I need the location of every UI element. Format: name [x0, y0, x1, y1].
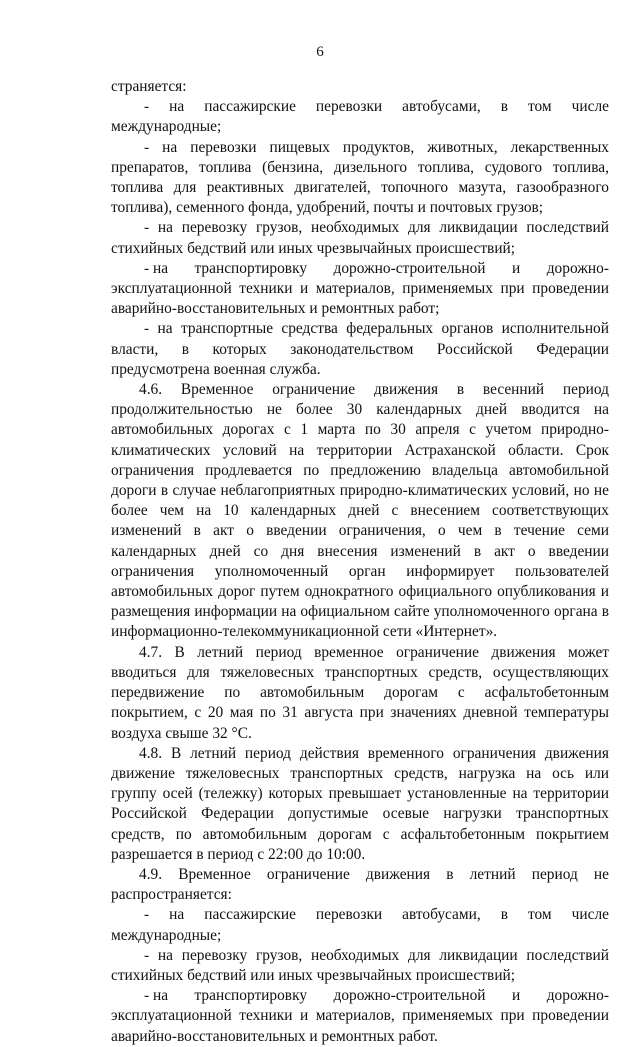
paragraph: 4.7. В летний период временное ограничение движения может вводиться для тяжеловесных транспортных средств, осуществляющих передвижение по автомобильным дорогам с асфальтобетонным покрытием, с 20 мая по 31 августа при значениях дневной температуры воздуха свыше 32 °С. — [111, 643, 609, 742]
word: дорожно-строительной — [333, 987, 486, 1005]
list-item: - на транспортные средства федеральных органов исполнительной власти, в которых законодательством Российской Федерации предусмотрена военная служба. — [111, 320, 609, 378]
list-item: - на перевозку грузов, необходимых для ликвидации последствий стихийных бедствий или иных чрезвычайных происшествий; — [111, 946, 609, 984]
word: дорожно-строительной — [333, 259, 486, 277]
paragraph-line — [111, 259, 609, 279]
paragraph: эксплуатационной техники и материалов, применяемых при проведении аварийно-восстановительных и ремонтных работ; — [111, 280, 609, 318]
paragraph: 4.9. Временное ограничение движения в летний период не распространяется: — [111, 865, 609, 904]
word: транспортировку — [194, 987, 308, 1005]
document-body — [111, 77, 609, 1047]
word: - на — [144, 259, 169, 277]
word: дорожно- — [546, 987, 609, 1005]
paragraph: 4.6. Временное ограничение движения в весенний период продолжительностью не более 30 календарных дней вводится на автомобильных дорогах с 1 марта по 30 апреля с учетом природно-климатических условий на территории Астраханской области. Срок ограничения продлевается по предложению владельца автомобильной дороги в случае неблагоприятных природно-климатических условий, но не более чем на 10 календарных дней с внесением соответствующих изменений в акт о введении ограничения, о чем в течение семи календарных дней со дня внесения изменений в акт о введении ограничения уполномоченный орган информирует пользователей автомобильных дорог путем однократного официального опубликования и размещения информации на официальном сайте уполномоченного органа в информационно-телекоммуникационной сети «Интернет». — [111, 381, 609, 641]
list-item: - на пассажирские перевозки автобусами, в том числе международные; — [111, 906, 609, 944]
paragraph-line — [111, 986, 609, 1006]
page-number: 6 — [316, 44, 324, 60]
list-item: - на пассажирские перевозки автобусами, в том числе международные; — [111, 98, 609, 136]
paragraph: 4.8. В летний период действия временного ограничения движения движение тяжеловесных транспортных средств, нагрузка на ось или группу осей (тележку) которых превышает установленные на территории Российской Федерации допустимые осевые нагрузки транспортных средств, по автомобильным дорогам с асфальтобетонным покрытием разрешается в период с 22:00 до 10:00. — [111, 744, 609, 863]
list-item: - на перевозки пищевых продуктов, животных, лекарственных препаратов, топлива (бензина, дизельного топлива, судового топлива, топлива для реактивных двигателей, топочного мазута, газообразного топлива), семенного фонда, удобрений, почты и почтовых грузов; — [111, 138, 609, 217]
list-item: - на перевозку грузов, необходимых для ликвидации последствий стихийных бедствий или иных чрезвычайных происшествий; — [111, 219, 609, 257]
paragraph: эксплуатационной техники и материалов, применяемых при проведении аварийно-восстановительных и ремонтных работ. — [111, 1007, 609, 1045]
word: и — [512, 259, 521, 277]
word: дорожно- — [546, 259, 609, 277]
paragraph: страняется: — [111, 78, 187, 95]
word: и — [512, 987, 521, 1005]
word: транспортировку — [194, 259, 308, 277]
word: - на — [144, 987, 169, 1005]
